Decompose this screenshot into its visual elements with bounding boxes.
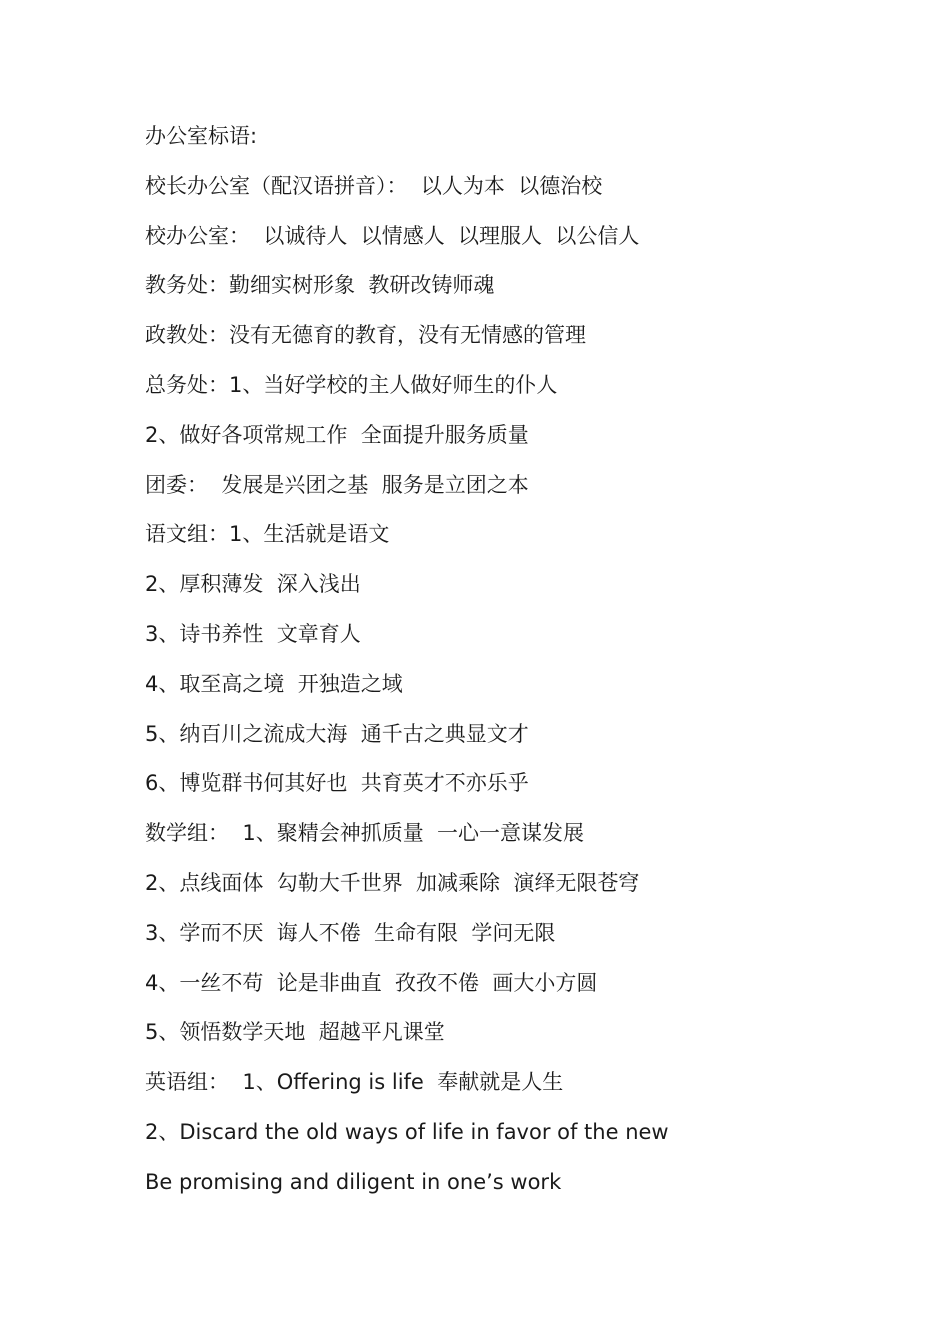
slogan-math-4: 4、一丝不苟 论是非曲直 孜孜不倦 画大小方圆 — [145, 970, 598, 995]
slogan-math-2: 2、点线面体 勾勒大千世界 加减乘除 演绎无限苍穹 — [145, 870, 640, 895]
slogan-english-2-continued: Be promising and diligent in one’s work — [145, 1169, 562, 1194]
slogan-english-1: 英语组： 1、Offering is life 奉献就是人生 — [145, 1070, 564, 1095]
slogan-english-2: 2、Discard the old ways of life in favor of the new — [145, 1119, 669, 1144]
slogan-math-3: 3、学而不厌 诲人不倦 生命有限 学问无限 — [145, 920, 556, 945]
slogan-list — [145, 120, 905, 1216]
slogan-chinese-2: 2、厚积薄发 深入浅出 — [145, 572, 361, 597]
slogan-math-5: 5、领悟数学天地 超越平凡课堂 — [145, 1020, 445, 1045]
slogan-chinese-1: 语文组：1、生活就是语文 — [145, 522, 390, 547]
slogan-general-affairs-2: 2、做好各项常规工作 全面提升服务质量 — [145, 422, 529, 447]
slogan-chinese-5: 5、纳百川之流成大海 通千古之典显文才 — [145, 721, 529, 746]
slogan-chinese-6: 6、博览群书何其好也 共育英才不亦乐乎 — [145, 771, 529, 796]
document-heading: 办公室标语: — [145, 124, 258, 148]
slogan-chinese-3: 3、诗书养性 文章育人 — [145, 621, 361, 646]
slogan-school-office: 校办公室： 以诚待人 以情感人 以理服人 以公信人 — [145, 223, 640, 248]
slogan-academic-affairs: 教务处：勤细实树形象 教研改铸师魂 — [145, 273, 495, 298]
slogan-principal-office: 校长办公室（配汉语拼音）： 以人为本 以德治校 — [145, 173, 603, 198]
slogan-math-1: 数学组： 1、聚精会神抓质量 一心一意谋发展 — [145, 821, 585, 846]
slogan-chinese-4: 4、取至高之境 开独造之域 — [145, 671, 403, 696]
slogan-political-education: 政教处：没有无德育的教育，没有无情感的管理 — [145, 323, 586, 348]
slogan-general-affairs-1: 总务处：1、当好学校的主人做好师生的仆人 — [145, 372, 558, 397]
slogan-youth-league: 团委： 发展是兴团之基 服务是立团之本 — [145, 472, 529, 497]
